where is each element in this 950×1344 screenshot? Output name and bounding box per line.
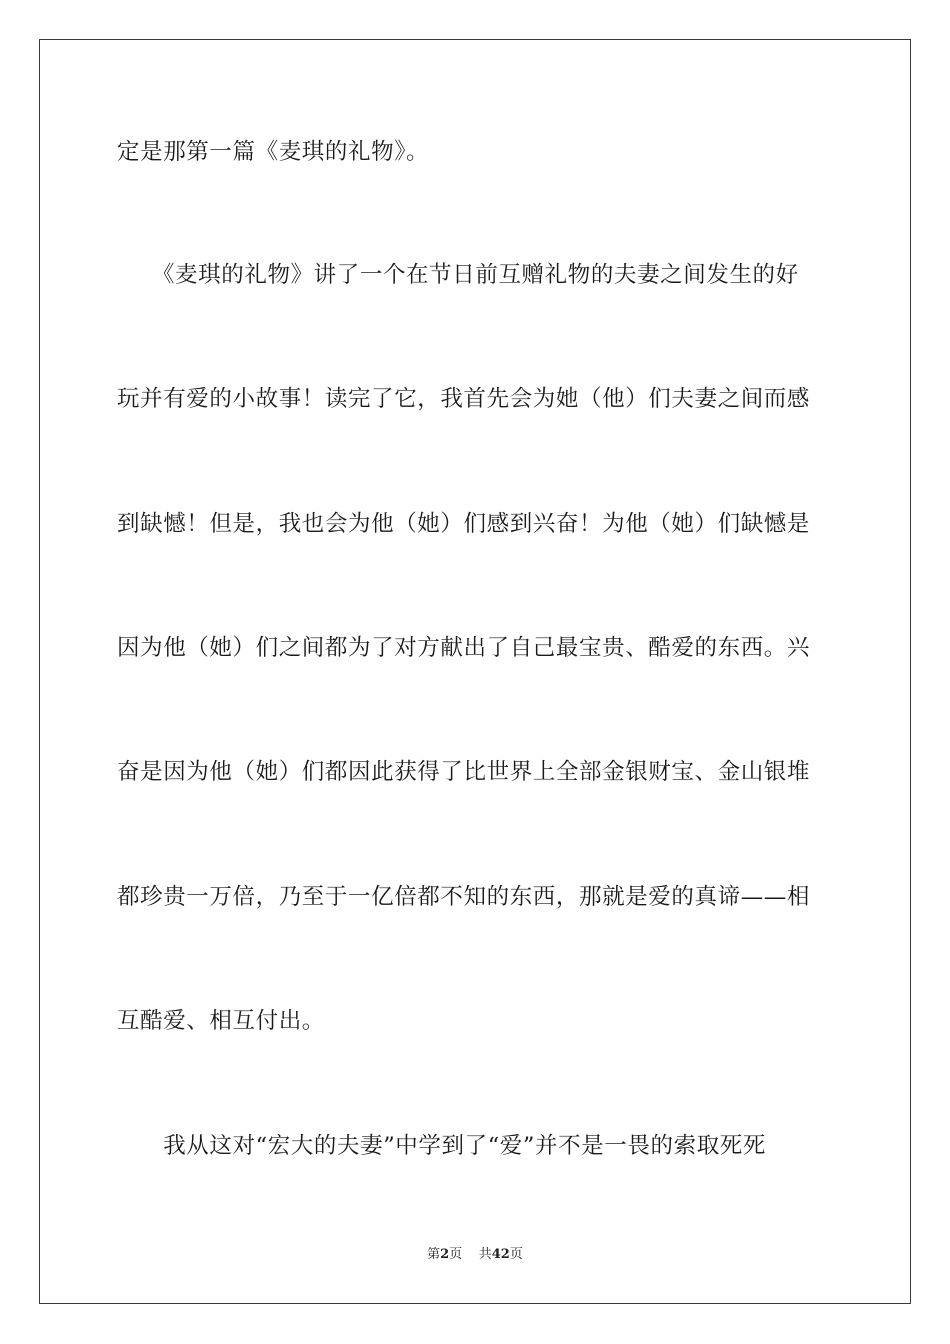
text-line: 《麦琪的礼物》讲了一个在节日前互赠礼物的夫妻之间发生的好	[117, 262, 799, 288]
page-suffix: 页	[449, 1247, 463, 1262]
text-line: 都珍贵一万倍，乃至于一亿倍都不知的东西，那就是爱的真谛——相	[117, 884, 811, 910]
page-footer	[0, 1246, 950, 1264]
text-line: 定是那第一篇《麦琪的礼物》。	[117, 139, 430, 165]
total-page-number: 42	[491, 1247, 510, 1262]
total-suffix: 页	[509, 1247, 523, 1262]
text-line: 我从这对“宏大的夫妻”中学到了“爱”并不是一畏的索取死死	[117, 1133, 767, 1159]
page-prefix: 第	[427, 1247, 441, 1262]
text-line: 奋是因为他（她）们都因此获得了比世界上全部金银财宝、金山银堆	[117, 759, 811, 785]
total-prefix: 共	[478, 1247, 492, 1262]
page-border	[39, 39, 911, 1304]
text-line: 互酷爱、相互付出。	[117, 1008, 325, 1034]
text-line: 因为他（她）们之间都为了对方献出了自己最宝贵、酷爱的东西。兴	[117, 635, 811, 661]
text-line: 玩并有爱的小故事！读完了它，我首先会为她（他）们夫妻之间而感	[117, 386, 811, 412]
text-line: 到缺憾！但是，我也会为他（她）们感到兴奋！为他（她）们缺憾是	[117, 511, 811, 537]
current-page-number: 2	[440, 1247, 450, 1262]
